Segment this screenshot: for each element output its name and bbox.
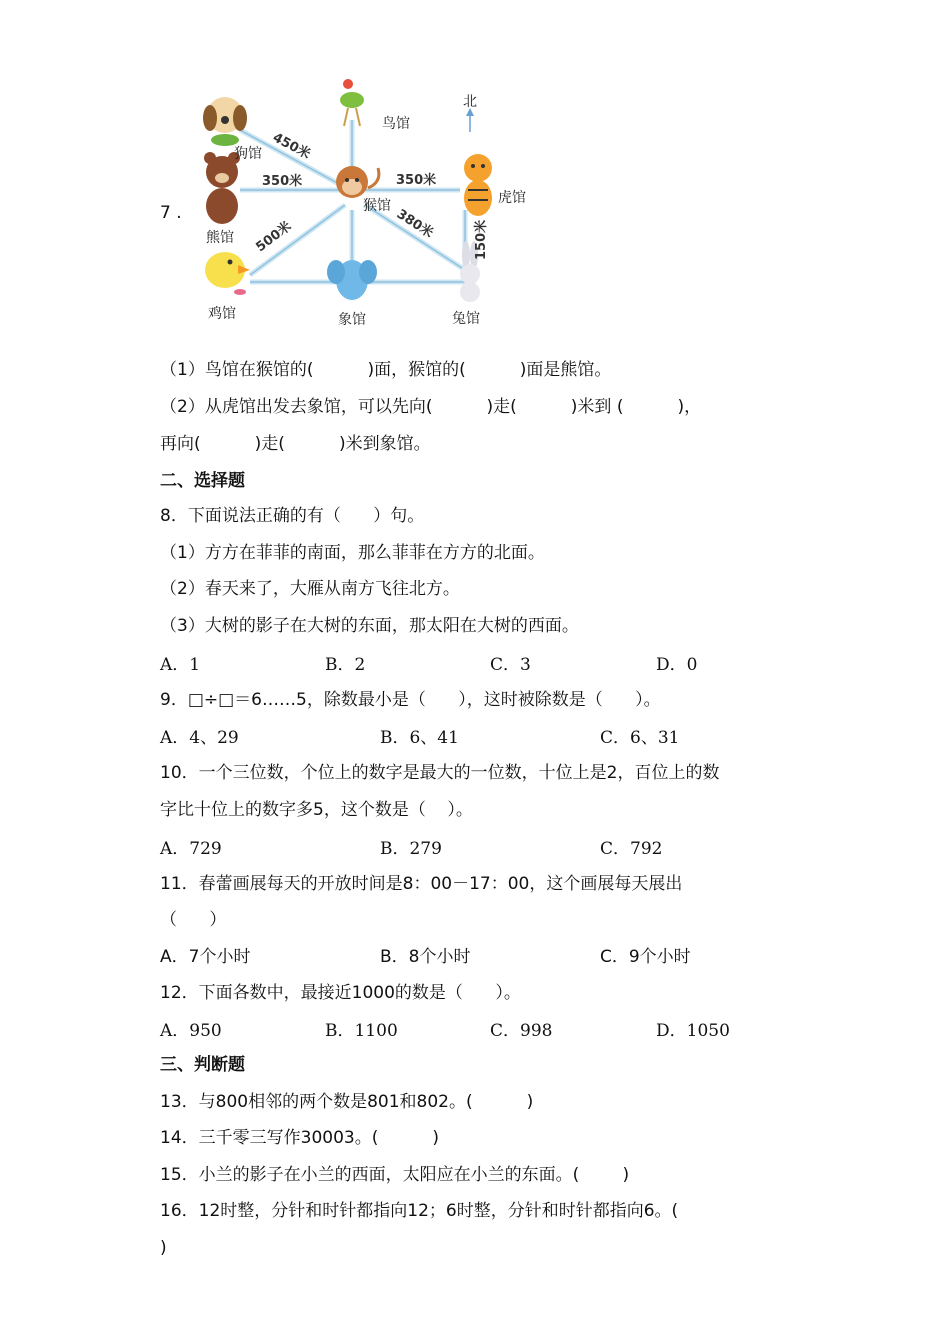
dist-tiger-rabbit: 150米 [474, 219, 489, 260]
q16-line2: ) [160, 1238, 167, 1258]
q8-statement-2: （2）春天来了，大雁从南方飞往北方。 [160, 579, 460, 599]
dist-chicken-monkey: 500米 [253, 219, 295, 256]
label-rabbit: 兔馆 [452, 311, 480, 327]
dist-monkey-tiger: 350米 [396, 173, 437, 188]
q7-sub2: （2）从虎馆出发去象馆，可以先向( )走( )米到 ( )， [160, 397, 702, 417]
q10-stem-line1: 10．一个三位数，个位上的数字是最大的一位数，十位上是2，百位上的数 [160, 763, 720, 783]
dist-dog-monkey: 450米 [270, 130, 313, 163]
q15: 15．小兰的影子在小兰的西面，太阳应在小兰的东面。( ) [160, 1165, 630, 1185]
q9-option-c[interactable]: C．6、31 [600, 728, 680, 748]
q11-option-b[interactable]: B．8个小时 [380, 947, 471, 967]
q8-option-d[interactable]: D．0 [656, 655, 698, 675]
q8-option-b[interactable]: B．2 [325, 655, 366, 675]
q10-option-c[interactable]: C．792 [600, 839, 663, 859]
q8-stem: 8．下面说法正确的有（ ）句。 [160, 506, 425, 526]
q12-stem: 12．下面各数中，最接近1000的数是（ ）。 [160, 983, 521, 1003]
q11-stem-line1: 11．春蕾画展每天的开放时间是8：00－17：00，这个画展每天展出 [160, 874, 683, 894]
zoo-map [180, 70, 540, 340]
q9-stem: 9．□÷□＝6……5，除数最小是（ ），这时被除数是（ ）。 [160, 690, 661, 710]
dog-icon [203, 97, 247, 146]
label-dog: 狗馆 [234, 146, 262, 162]
label-bear: 熊馆 [206, 230, 234, 246]
q10-option-a[interactable]: A．729 [160, 839, 222, 859]
q16-line1: 16．12时整，分针和时针都指向12；6时整，分针和时针都指向6。( [160, 1201, 679, 1221]
label-elephant: 象馆 [338, 312, 366, 328]
q12-option-b[interactable]: B．1100 [325, 1021, 398, 1041]
tiger-icon [464, 154, 492, 216]
q9-option-b[interactable]: B．6、41 [380, 728, 459, 748]
q7-sub1: （1）鸟馆在猴馆的( )面，猴馆的( )面是熊馆。 [160, 360, 612, 380]
section2-title: 二、选择题 [160, 471, 245, 491]
monkey-icon [336, 166, 379, 198]
q10-option-b[interactable]: B．279 [380, 839, 442, 859]
q8-statement-3: （3）大树的影子在大树的东面，那太阳在大树的西面。 [160, 616, 579, 636]
bear-icon [204, 152, 240, 224]
north-label: 北 [463, 94, 477, 110]
q12-option-a[interactable]: A．950 [160, 1021, 222, 1041]
chicken-icon [205, 252, 250, 295]
section3-title: 三、判断题 [160, 1055, 245, 1075]
q13: 13．与800相邻的两个数是801和802。( ) [160, 1092, 534, 1112]
q8-statement-1: （1）方方在菲菲的南面，那么菲菲在方方的北面。 [160, 543, 545, 563]
label-monkey: 猴馆 [363, 198, 391, 214]
q14: 14．三千零三写作30003。( ) [160, 1128, 440, 1148]
q12-option-c[interactable]: C．998 [490, 1021, 553, 1041]
dist-bear-monkey: 350米 [262, 174, 303, 189]
q10-stem-line2: 字比十位上的数字多5，这个数是（ ）。 [160, 800, 473, 820]
q9-option-a[interactable]: A．4、29 [160, 728, 239, 748]
label-bird: 鸟馆 [382, 116, 410, 132]
bird-icon [340, 79, 364, 126]
q11-option-c[interactable]: C．9个小时 [600, 947, 691, 967]
label-tiger: 虎馆 [498, 190, 526, 206]
label-chicken: 鸡馆 [208, 306, 236, 322]
q12-option-d[interactable]: D．1050 [656, 1021, 730, 1041]
q8-option-a[interactable]: A．1 [160, 655, 201, 675]
q7-sub2b: 再向( )走( )米到象馆。 [160, 434, 431, 454]
q11-stem-line2: （ ） [160, 910, 227, 930]
elephant-icon [327, 260, 377, 300]
q7-number: 7 . [160, 203, 182, 223]
q11-option-a[interactable]: A．7个小时 [160, 947, 251, 967]
dist-monkey-rabbit: 380米 [393, 206, 436, 242]
q8-option-c[interactable]: C．3 [490, 655, 531, 675]
